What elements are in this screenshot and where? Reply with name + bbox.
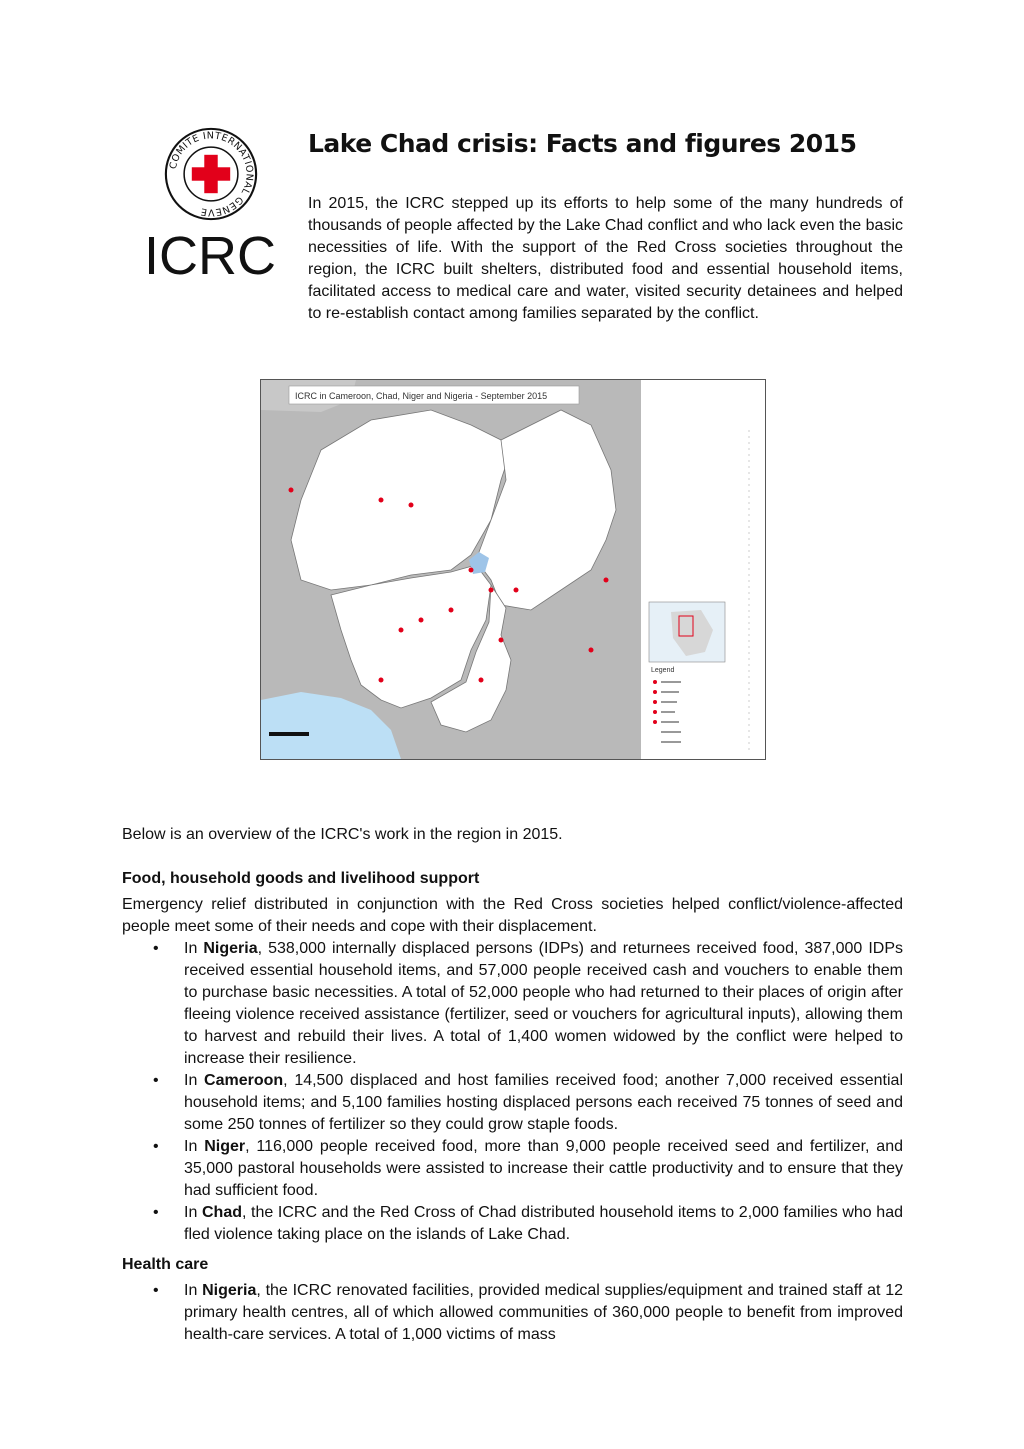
food-list [122,938,903,1246]
list-item: • In Cameroon, 14,500 displaced and host families received food; another 7,000 received essential household items; and 5,100 families hosting displaced persons each received 75 tonnes of seed and some 250 tonnes of fertilizer so they could grow staple foods. [184,1070,903,1136]
list-item: • In Nigeria, 538,000 internally displaced persons (IDPs) and returnees received food, 387,000 IDPs received essential household items, and 57,000 people received cash and vouchers to enable them to purchase basic necessities. A total of 52,000 people who had returned to their places of origin after fleeing violence received assistance (fertilizer, seed or vouchers for agricultural inputs), allowing them to harvest and rebuild their lives. A total of 1,400 women widowed by the conflict were helped to increase their resilience. [184,938,903,1070]
country-name: Cameroon [204,1072,284,1089]
section-heading-health: Health care [122,1256,209,1273]
body-content [122,824,903,1346]
country-name: Niger [204,1138,246,1155]
list-item: • In Nigeria, the ICRC renovated facilities, provided medical supplies/equipment and trained staff at 12 primary health centres, all of which allowed communities of 360,000 people to benefit from improved health-care services. A total of 1,000 victims of mass [184,1280,903,1346]
list-item: • In Niger, 116,000 people received food, more than 9,000 people received seed and fertilizer, and 35,000 pastoral households were assisted to increase their cattle productivity and to ensure that they had sufficient food. [184,1136,903,1202]
country-name: Nigeria [203,940,258,957]
map-legend-title: Legend [651,667,675,674]
emblem-ring-text: COMITE INTERNATIONAL GENEVE [167,130,255,218]
operations-map [260,379,766,760]
map-graphic [261,380,765,759]
intro-paragraph: In 2015, the ICRC stepped up its efforts to help some of the many hundreds of thousands of people affected by the Lake Chad conflict and who lack even the basic necessities of life. With the support of the Red Cross societies throughout the region, the ICRC built shelters, distributed food and essential household items, facilitated access to medical care and water, visited security detainees and helped to re-establish contact among families separated by the conflict. [308,195,903,322]
section-heading-food: Food, household goods and livelihood support [122,870,480,887]
overview-paragraph: Below is an overview of the ICRC's work in the region in 2015. [122,826,563,843]
icrc-wordmark: ICRC [144,226,276,286]
list-item: • In Chad, the ICRC and the Red Cross of Chad distributed household items to 2,000 families who had fled violence taking place on the islands of Lake Chad. [184,1202,903,1246]
map-caption: ICRC in Cameroon, Chad, Niger and Nigeria - September 2015 [295,391,548,401]
section-lead-food: Emergency relief distributed in conjunction with the Red Cross societies helped conflict/violence-affected people meet some of their needs and cope with their displacement. [122,896,903,935]
icrc-emblem-icon [163,126,259,222]
health-list [122,1280,903,1346]
country-name: Nigeria [202,1282,257,1299]
country-name: Chad [201,1204,242,1221]
page-title: Lake Chad crisis: Facts and figures 2015 [308,129,857,158]
